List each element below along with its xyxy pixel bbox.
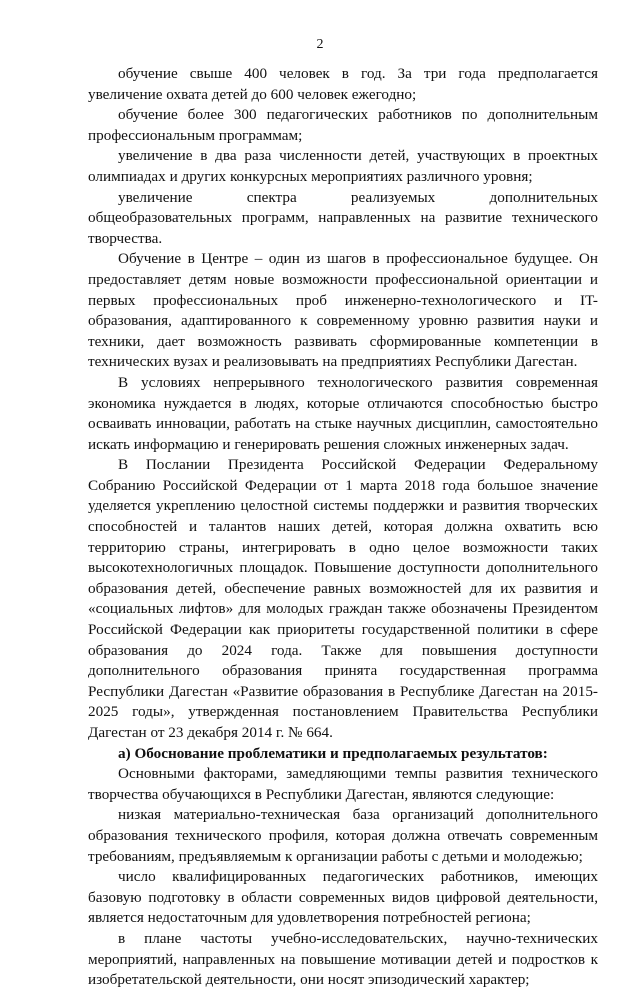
text-line: техники, дает возможность развивать сформированные компетенции в [88, 332, 598, 350]
text-line: Обучение в Центре – один из шагов в профессиональное будущее. Он [118, 250, 598, 268]
text-line: образования до 2024 года. Также для повышения доступности [88, 641, 598, 659]
text-line: число квалифицированных педагогических работников, имеющих [118, 868, 598, 886]
text-line: увеличение в два раза численности детей, участвующих в проектных [118, 147, 598, 165]
text-line: образования, адаптированного к современному уровню развития науки и [88, 312, 598, 330]
text-line: олимпиадах и других конкурсных мероприятиях различного уровня; [88, 167, 533, 185]
text-line: увеличение охвата детей до 600 человек ежегодно; [88, 85, 417, 103]
text-line: осваивать инновации, работать на стыке научных дисциплин, самостоятельно [88, 415, 598, 433]
text-line: экономика нуждается в людях, которые отличаются способностью быстро [88, 394, 598, 412]
text-line: Основными факторами, замедляющими темпы развития технического [118, 765, 598, 783]
text-line: является недостаточным для удовлетворения потребностей региона; [88, 909, 531, 927]
text-line: Республики Дагестан «Развитие образования в Республике Дагестан на 2015- [88, 682, 598, 700]
text-line: профессиональным программам; [88, 126, 303, 144]
text-line: технических вузах и реализовывать на предприятиях Республики Дагестан. [88, 353, 578, 371]
text-line: способностей и талантов наших детей, которая должна охватить всю [88, 518, 598, 536]
text-line: искать информацию и генерировать решения сложных инженерных задач. [88, 435, 569, 453]
section-heading: а) Обоснование проблематики и предполагаемых результатов: [118, 744, 548, 762]
text-line: творчества обучающихся в Республики Дагестан, являются следующие: [88, 785, 555, 803]
text-line: образования технического профиля, которая должна отвечать современным [88, 826, 598, 844]
text-line: требованиям, предъявляемым к организации работы с детьми и молодежью; [88, 847, 583, 865]
text-line: В условиях непрерывного технологического развития современная [118, 373, 598, 391]
text-line: Российской Федерации как приоритеты государственной политики в сфере [88, 621, 598, 639]
text-line: Дагестан от 23 декабря 2014 г. № 664. [88, 724, 333, 741]
text-line: общеобразовательных программ, направленных на развитие технического [88, 209, 598, 227]
text-line: мероприятий, направленных на повышение мотивации детей и подростков к [88, 950, 598, 968]
page-number: 2 [316, 37, 324, 52]
text-line: 2025 годы», утвержденная постановлением Правительства Республики [88, 703, 598, 721]
text-line: изобретательской деятельности, они носят эпизодический характер; [88, 971, 530, 989]
text-line: в плане частоты учебно-исследовательских, научно-технических [118, 929, 598, 947]
text-line: первых профессиональных проб инженерно-технологического и IT- [88, 291, 598, 309]
text-line: В Послании Президента Российской Федерации Федеральному [118, 456, 598, 474]
text-line: базовую подготовку в области современных видов цифровой деятельности, [88, 888, 598, 906]
text-line: обучение более 300 педагогических работников по дополнительным [118, 106, 598, 124]
text-line: территорию страны, интегрировать в одно целое возможности таких [88, 538, 598, 556]
text-line: увеличение спектра реализуемых дополнительных [118, 188, 598, 206]
text-line: дополнительного образования принята государственная программа [88, 662, 598, 680]
text-line: уделяется укреплению целостной системы поддержки и развития творческих [88, 497, 598, 515]
text-line: творчества. [88, 229, 163, 247]
text-line: Собранию Российской Федерации от 1 марта 2018 года большое значение [88, 476, 598, 494]
text-line: предоставляет детям новые возможности профессиональной ориентации и [88, 270, 598, 288]
text-line: образования детей, обеспечение равных возможностей для их развития и [88, 579, 598, 597]
text-line: низкая материально-техническая база организаций дополнительного [118, 806, 598, 824]
text-line: высокотехнологичных площадок. Повышение доступности дополнительного [88, 559, 598, 577]
text-line: «социальных лифтов» для молодых граждан также обозначены Президентом [88, 600, 598, 618]
text-line: обучение свыше 400 человек в год. За три года предполагается [118, 65, 598, 82]
text-body [88, 64, 598, 991]
